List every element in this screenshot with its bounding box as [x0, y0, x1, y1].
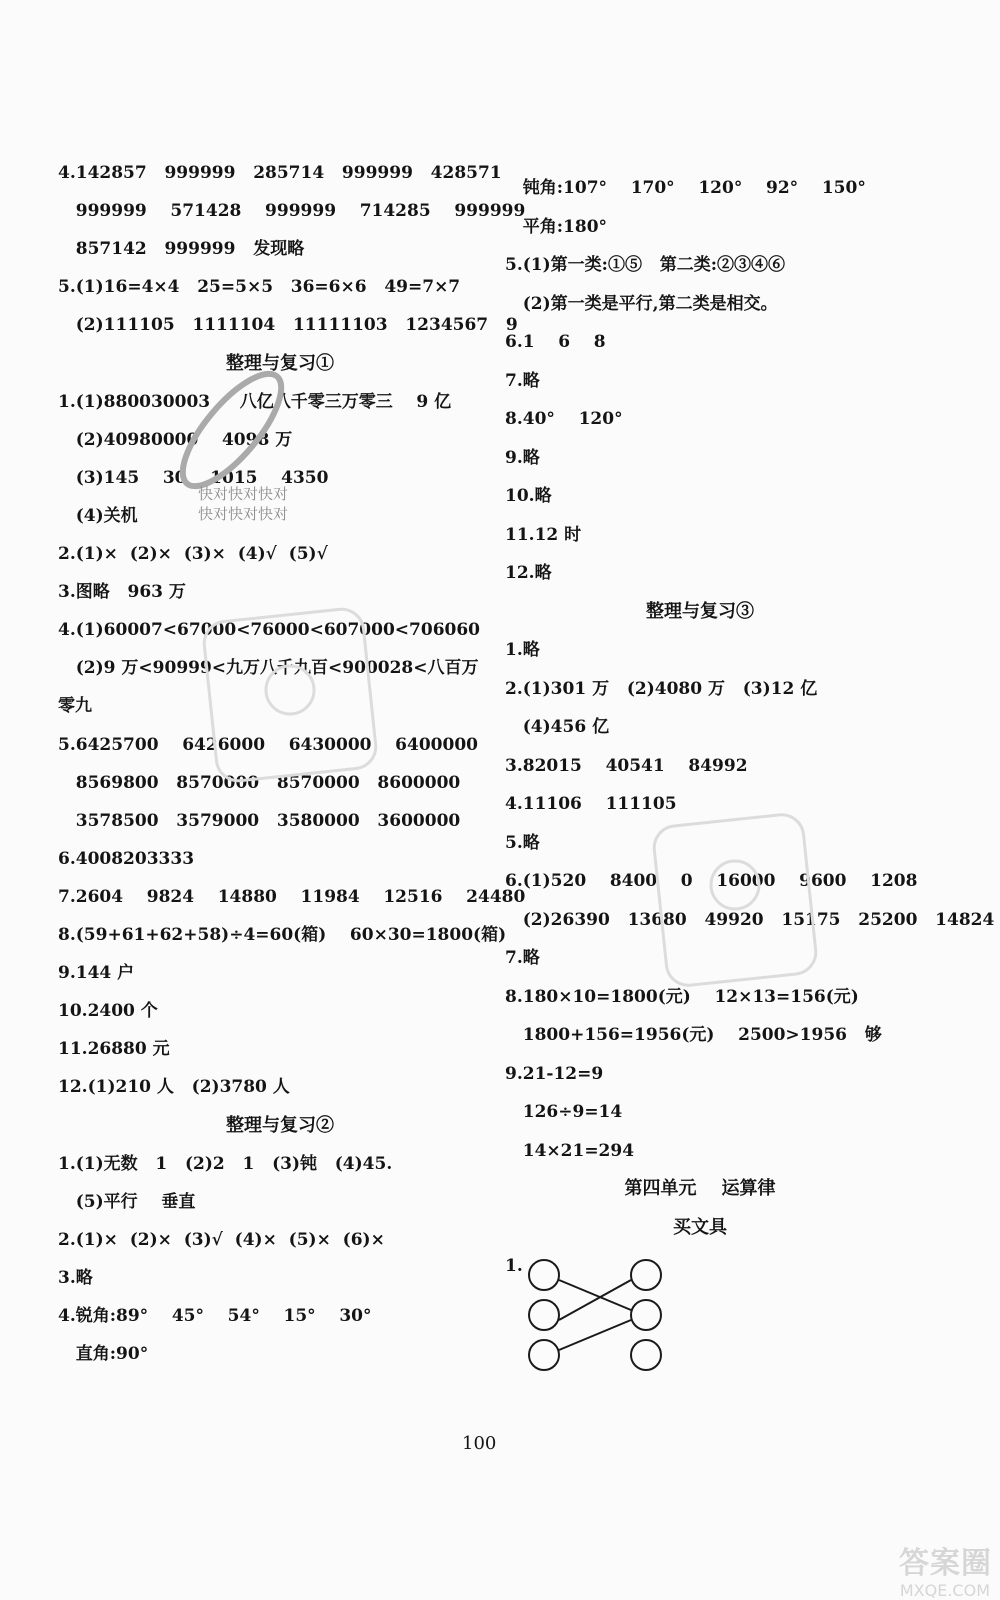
answer-line: (3)145 30 1015 4350	[58, 467, 329, 488]
answer-line: 11.12 时	[505, 524, 582, 545]
answer-line: 9.略	[505, 447, 540, 468]
answer-line: (5)平行 垂直	[58, 1191, 196, 1212]
answer-line: 14×21=294	[505, 1140, 635, 1161]
answer-line: 3578500 3579000 3580000 3600000	[58, 810, 461, 831]
answer-line: 8.40° 120°	[505, 409, 623, 429]
section-heading: 整理与复习①	[226, 352, 334, 374]
section-heading: 买文具	[673, 1216, 727, 1238]
answer-line: 126÷9=14	[505, 1102, 623, 1122]
section-heading: 第四单元 运算律	[624, 1178, 776, 1199]
answer-line: 8.(59+61+62+58)÷4=60(箱) 60×30=1800(箱)	[58, 925, 507, 945]
answer-line: 12.(1)210 人 (2)3780 人	[58, 1077, 290, 1098]
answer-line: 3.图略 963 万	[58, 582, 186, 603]
answer-line: 4.锐角:89° 45° 54° 15° 30°	[58, 1306, 372, 1326]
answer-line: 9.144 户	[58, 963, 135, 984]
answer-line: (2)40980000 4098 万	[58, 429, 293, 450]
match-line-3	[559, 1320, 631, 1350]
page-number: 100	[462, 1433, 497, 1454]
answer-line: 5.略	[505, 832, 540, 853]
answer-logo: 答案圈	[899, 1546, 992, 1581]
answer-line: 3.82015 40541 84992	[505, 755, 748, 776]
answer-line: 钝角:107° 170° 120° 92° 150°	[505, 178, 866, 198]
answer-line: (2)9 万<90999<九万八千九百<900028<八百万	[58, 658, 479, 679]
match-line-1	[559, 1280, 631, 1310]
answer-line: 999999 571428 999999 714285 999999	[58, 201, 526, 222]
answer-line: (4)456 亿	[505, 717, 610, 737]
answer-line: 平角:180°	[505, 216, 608, 237]
section-heading: 整理与复习③	[646, 600, 754, 622]
stamp-left	[202, 607, 378, 783]
right-circle-1	[631, 1260, 661, 1290]
match-line-2	[559, 1280, 631, 1320]
answer-line: 2.(1)× (2)× (3)× (4)√ (5)√	[58, 544, 328, 564]
stamp-right	[652, 813, 818, 988]
right-circle-3	[631, 1340, 661, 1370]
pen-mark	[167, 360, 297, 501]
answer-line: 6.(1)520 8400 0 16000 9600 1208	[505, 871, 918, 891]
answer-line: 2.(1)301 万 (2)4080 万 (3)12 亿	[505, 678, 818, 699]
left-circle-2	[529, 1300, 559, 1330]
answer-line: (2)111105 1111104 11111103 1234567 9	[58, 315, 518, 336]
answer-line: 1800+156=1956(元) 2500>1956 够	[505, 1025, 882, 1045]
answer-line: 5.(1)16=4×4 25=5×5 36=6×6 49=7×7	[58, 277, 461, 298]
answer-line: 4.142857 999999 285714 999999 428571	[58, 163, 502, 183]
answer-line: 4.11106 111105	[505, 794, 677, 814]
answer-line: 7.2604 9824 14880 11984 12516 24480	[58, 886, 526, 907]
answer-line: 8569800 8570000 8570000 8600000	[58, 772, 461, 793]
answer-line: (2)26390 13680 49920 15175 25200 14824	[505, 909, 995, 930]
left-circle-1	[529, 1260, 559, 1290]
left-circle-3	[529, 1340, 559, 1370]
answer-line: 4.(1)60007<67000<76000<607000<706060	[58, 620, 481, 641]
logo-url: MXQE.COM	[899, 1581, 990, 1600]
answer-line: 10.略	[505, 486, 552, 506]
answer-line: (4)关机	[58, 505, 138, 526]
answer-line: 10.2400 个	[58, 1001, 158, 1022]
answer-line: 直角:90°	[58, 1344, 149, 1365]
answer-line: 6.1 6 8	[505, 332, 606, 352]
watermark-text: 快对快对快对 快对快对快对	[198, 485, 289, 523]
answer-line: 8.180×10=1800(元) 12×13=156(元)	[505, 986, 859, 1007]
answer-line: 6.4008203333	[58, 848, 195, 869]
answer-line: 1.	[505, 1256, 523, 1276]
answer-line: (2)第一类是平行,第二类是相交。	[505, 293, 778, 314]
answer-line: 12.略	[505, 563, 552, 583]
answer-line: 11.26880 元	[58, 1039, 170, 1060]
answer-line: 1.(1)880030003 八亿八千零三万零三 9 亿	[58, 391, 452, 412]
answer-line: 1.(1)无数 1 (2)2 1 (3)钝 (4)45.	[58, 1153, 393, 1174]
answer-line: 3.略	[58, 1267, 93, 1288]
answer-line: 9.21-12=9	[505, 1063, 604, 1084]
answer-line: 5.(1)第一类:①⑤ 第二类:②③④⑥	[505, 255, 785, 275]
answer-line: 2.(1)× (2)× (3)√ (4)× (5)× (6)×	[58, 1229, 385, 1250]
section-heading: 整理与复习②	[226, 1114, 334, 1136]
answer-line: 7.略	[505, 370, 540, 391]
answer-line: 1.略	[505, 640, 540, 660]
answer-line: 零九	[58, 696, 92, 717]
answer-line: 857142 999999 发现略	[58, 239, 305, 260]
answer-line: 7.略	[505, 948, 540, 968]
answer-line: 5.6425700 6426000 6430000 6400000	[58, 734, 478, 755]
right-circle-2	[631, 1300, 661, 1330]
